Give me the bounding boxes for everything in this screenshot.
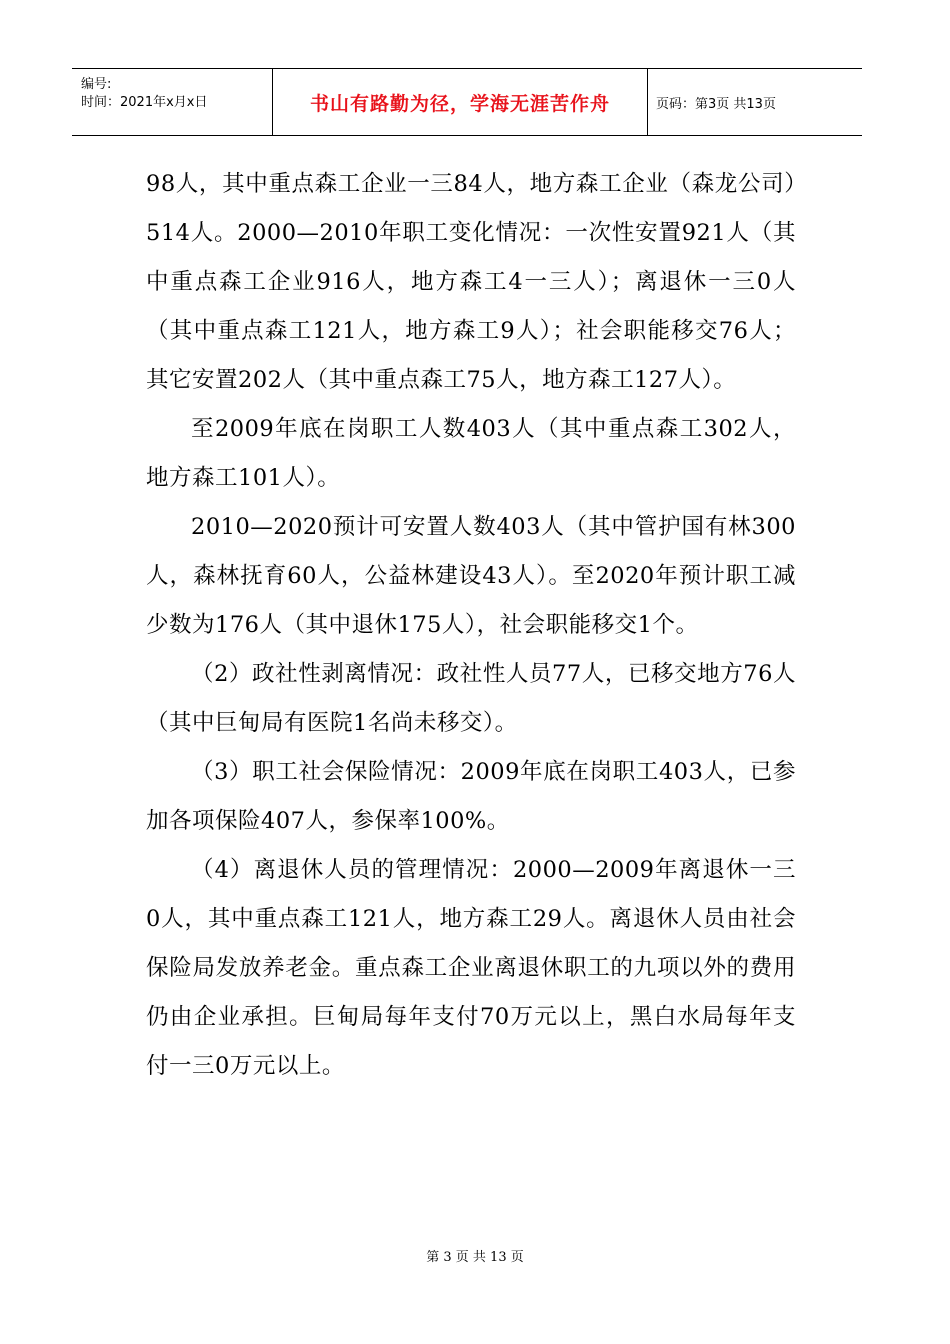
page-label: 页码：第3页 共13页 — [656, 96, 776, 112]
paragraph-separation: （2）政社性剥离情况：政社性人员77人，已移交地方76人（其中巨甸局有医院1名尚未移交）。 — [146, 661, 796, 736]
paragraph-2009-staff: 至2009年底在岗职工人数403人（其中重点森工302人，地方森工101人）。 — [146, 416, 796, 491]
time-label: 时间：2021年x月x日 — [81, 95, 208, 110]
paragraph-continuation: 98人，其中重点森工企业一三84人，地方森工企业（森龙公司）514人。2000—2010年职工变化情况：一次性安置921人（其中重点森工企业916人，地方森工4一三人）；离退休一三0人（其中重点森工121人，地方森工9人）；社会职能移交76人；其它安置202人（其中重点森工75人，地方森工127人）。 — [146, 171, 796, 393]
motto-text: 书山有路勤为径，学海无涯苦作舟 — [309, 92, 610, 115]
document-header — [72, 68, 862, 136]
paragraph-2010-2020-forecast: 2010—2020预计可安置人数403人（其中管护国有林300人，森林抚育60人，公益林建设43人）。至2020年预计职工减少数为176人（其中退休175人），社会职能移交1个。 — [146, 514, 796, 638]
paragraph-social-insurance: （3）职工社会保险情况：2009年底在岗职工403人，已参加各项保险407人，参保率100%。 — [146, 759, 796, 834]
number-label: 编号: — [81, 77, 112, 92]
document-body — [146, 160, 796, 1091]
header-meta-cell — [72, 69, 273, 135]
header-page-cell — [648, 69, 862, 135]
header-motto-cell — [273, 69, 648, 135]
paragraph-retirees: （4）离退休人员的管理情况：2000—2009年离退休一三0人，其中重点森工121人，地方森工29人。离退休人员由社会保险局发放养老金。重点森工企业离退休职工的九项以外的费用仍由企业承担。巨甸局每年支付70万元以上，黑白水局每年支付一三0万元以上。 — [146, 857, 796, 1079]
page-footer: 第 3 页 共 13 页 — [426, 1250, 524, 1265]
